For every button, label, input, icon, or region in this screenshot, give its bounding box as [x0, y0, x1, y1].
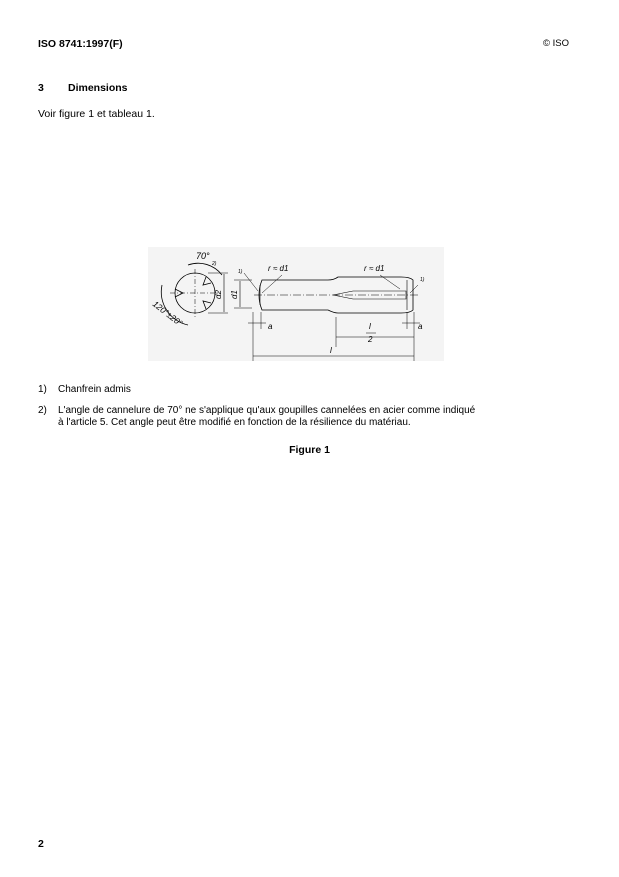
note-1-left-marker: 1) — [238, 269, 243, 275]
copyright-notice: © ISO — [542, 38, 569, 49]
technical-drawing — [148, 247, 444, 361]
a-right-label: a — [418, 322, 423, 331]
l-total-label: l — [330, 346, 332, 355]
d1-left-label: d1 — [230, 290, 239, 299]
section-number: 3 — [38, 82, 44, 94]
r-right-label: r ≈ d1 — [364, 264, 385, 273]
angle-70-label: 70° — [196, 251, 210, 261]
angle-120-label: 120°±20° — [150, 298, 185, 329]
section-title: Dimensions — [68, 82, 128, 94]
standard-reference: ISO 8741:1997(F) — [38, 38, 123, 50]
footnote-2-number: 2) — [38, 405, 47, 416]
page-number: 2 — [38, 838, 44, 850]
figure-caption: Figure 1 — [289, 444, 330, 456]
pin-drawing-svg — [148, 247, 444, 361]
footnote-1-text: Chanfrein admis — [58, 384, 131, 395]
footnote-2-text-line2: à l'article 5. Cet angle peut être modifié en fonction de la résilience du matériau. — [58, 416, 411, 428]
angle-70-note-label: 2) — [212, 261, 217, 267]
l-half-numerator: l — [369, 322, 371, 331]
l-half-denominator: 2 — [368, 335, 373, 344]
footnote-2-text-line1: L'angle de cannelure de 70° ne s'applique qu'aux goupilles cannelées en acier comme indiqué — [58, 405, 476, 416]
a-left-label: a — [268, 322, 273, 331]
footnote-1-number: 1) — [38, 384, 47, 395]
note-1-right-marker: 1) — [420, 277, 425, 283]
r-left-label: r ≈ d1 — [268, 264, 289, 273]
d2-label: d2 — [214, 290, 223, 299]
section-intro: Voir figure 1 et tableau 1. — [38, 108, 155, 120]
